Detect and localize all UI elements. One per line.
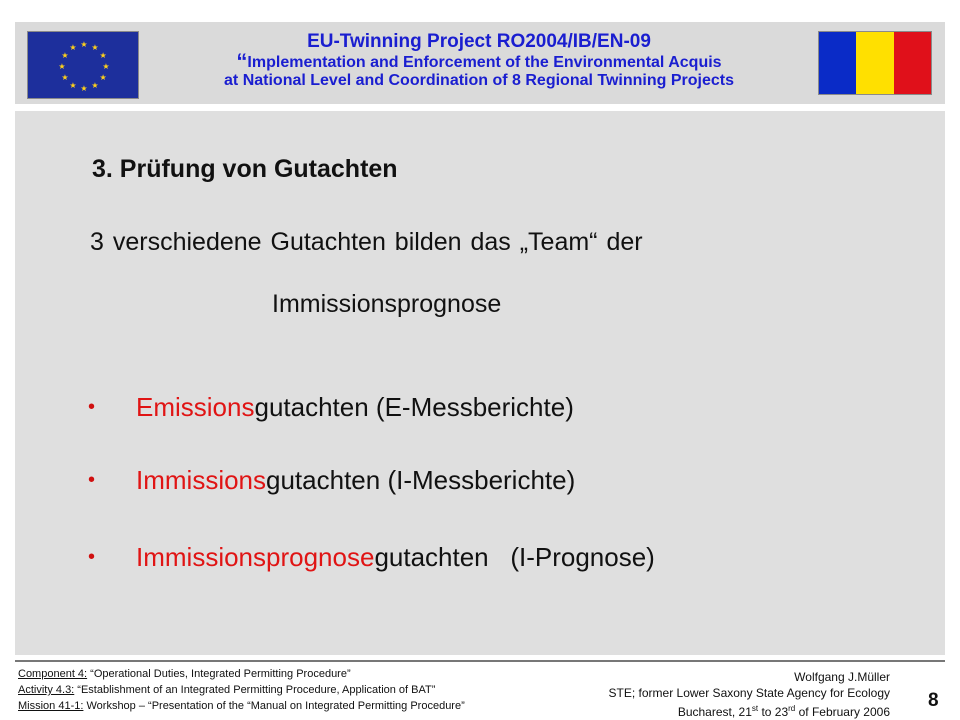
project-title: EU-Twinning Project RO2004/IB/EN-09 <box>307 31 651 52</box>
project-subtitle <box>140 49 818 74</box>
footer-divider <box>15 660 945 662</box>
bullet-dot: • <box>88 546 96 568</box>
ro-flag-blue <box>819 32 856 94</box>
romania-flag-icon <box>818 31 932 95</box>
bullet-dot: • <box>88 469 96 491</box>
footer-component-label: Component 4: <box>18 668 88 680</box>
author-name: Wolfgang J.Müller <box>794 670 890 684</box>
project-header <box>140 31 818 90</box>
bullet-dot: • <box>88 396 96 418</box>
bullet-item <box>88 392 574 423</box>
footer-author <box>609 669 890 720</box>
footer-mission <box>18 698 465 714</box>
footer-component <box>18 666 465 682</box>
date-sup-1: st <box>751 704 759 713</box>
eu-star-icon: ★ <box>99 73 107 82</box>
ro-flag-yellow <box>856 32 893 94</box>
project-subtitle-2: at National Level and Coordination of 8 Regional Twinning Projects <box>224 72 734 89</box>
content-panel <box>15 111 945 655</box>
eu-star-icon: ★ <box>61 73 69 82</box>
footer-activity <box>18 682 465 698</box>
bullet-item <box>88 542 655 573</box>
bullet-text: gutachten (I-Prognose) <box>374 542 655 572</box>
eu-star-icon: ★ <box>91 81 99 91</box>
eu-star-icon: ★ <box>69 81 77 91</box>
page-number: 8 <box>928 690 939 711</box>
slide-title: 3. Prüfung von Gutachten <box>92 155 398 183</box>
eu-star-icon: ★ <box>80 84 88 93</box>
footer-component-text: “Operational Duties, Integrated Permitting Procedure” <box>87 668 351 680</box>
eu-flag-icon <box>27 31 139 99</box>
slide-subtitle-2: Immissionsprognose <box>272 290 502 318</box>
eu-star-icon: ★ <box>80 40 88 49</box>
eu-star-icon: ★ <box>91 42 99 52</box>
date-part-b: to 23 <box>758 705 789 719</box>
bullet-item <box>88 465 575 496</box>
footer-activity-text: “Establishment of an Integrated Permitting Procedure, Application of BAT” <box>74 684 436 696</box>
bullet-highlight: Immissions <box>136 465 267 495</box>
bullet-highlight: Immissionsprognose <box>136 542 375 572</box>
ro-flag-red <box>894 32 931 94</box>
eu-star-icon: ★ <box>61 51 69 60</box>
eu-star-icon: ★ <box>102 62 110 71</box>
author-affiliation: STE; former Lower Saxony State Agency for Ecology <box>608 686 890 700</box>
eu-star-icon: ★ <box>58 62 66 71</box>
footer-activity-label: Activity 4.3: <box>18 684 75 696</box>
footer-mission-label: Mission 41-1: <box>18 700 84 712</box>
footer-mission-text: Workshop – “Presentation of the “Manual on Integrated Permitting Procedure” <box>83 700 465 712</box>
bullet-text: gutachten (I-Messberichte) <box>266 465 576 495</box>
date-part-a: Bucharest, 21 <box>677 705 752 719</box>
bullet-text: gutachten (E-Messberichte) <box>254 392 574 422</box>
bullet-highlight: Emissions <box>136 392 255 422</box>
eu-star-icon: ★ <box>99 51 107 60</box>
quote-mark: “ <box>236 49 248 74</box>
slide-subtitle: 3 verschiedene Gutachten bilden das „Team“ der <box>90 228 643 256</box>
event-date <box>609 701 890 720</box>
eu-stars <box>28 32 140 100</box>
footer-info <box>18 666 465 714</box>
eu-star-icon: ★ <box>69 42 77 52</box>
project-subtitle-text: Implementation and Enforcement of the Environmental Acquis <box>247 54 722 71</box>
date-sup-2: rd <box>788 704 796 713</box>
date-part-c: of February 2006 <box>795 705 890 719</box>
